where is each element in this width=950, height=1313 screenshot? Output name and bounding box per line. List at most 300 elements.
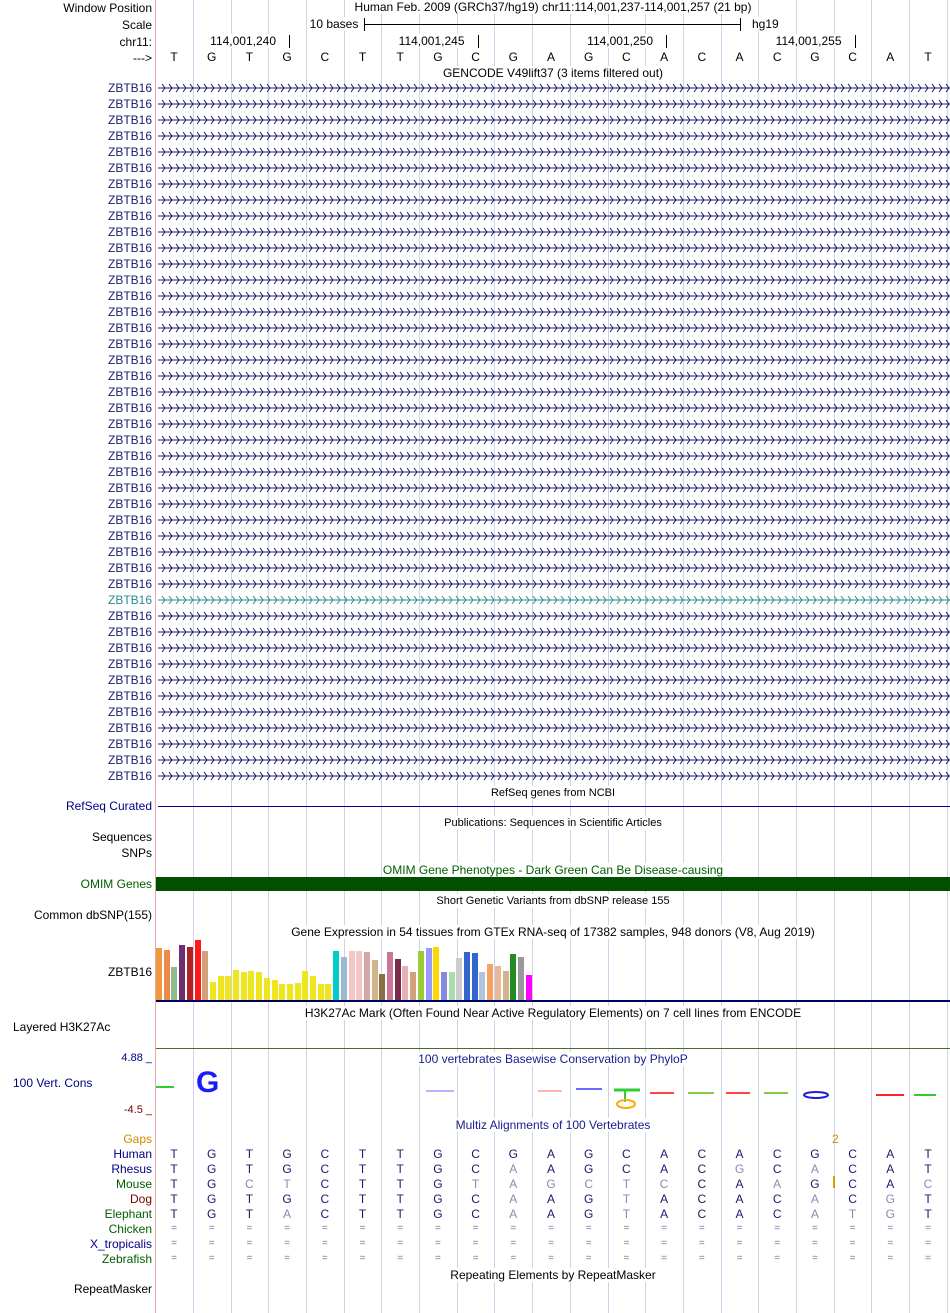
alignment-base: T — [622, 1207, 631, 1221]
gencode-track-title: GENCODE V49lift37 (3 items filtered out) — [442, 66, 664, 80]
publications-track-label[interactable]: Sequences — [91, 830, 152, 844]
h3k27ac-baseline — [156, 1048, 950, 1049]
gencode-gene-label[interactable]: ZBTB16 — [107, 401, 152, 415]
gtex-track-label[interactable]: ZBTB16 — [107, 965, 152, 979]
gencode-transcript[interactable] — [158, 531, 950, 541]
gencode-transcript[interactable] — [158, 339, 950, 349]
gtex-tissue-bar[interactable] — [295, 983, 301, 1000]
alignment-base: = — [548, 1253, 554, 1264]
alignment-base: = — [887, 1238, 894, 1249]
h3k27ac-track-label[interactable]: Layered H3K27Ac — [13, 1020, 111, 1034]
gencode-transcript[interactable] — [158, 435, 950, 445]
alignment-base: = — [736, 1223, 743, 1234]
omim-track-title: OMIM Gene Phenotypes - Dark Green Can Be Disease-causing — [382, 863, 724, 877]
reference-base: C — [848, 50, 857, 64]
gencode-transcript[interactable] — [158, 467, 950, 477]
gtex-tissue-bar[interactable] — [495, 966, 501, 1000]
alignment-base: G — [207, 1147, 217, 1161]
gencode-transcript[interactable] — [158, 739, 950, 749]
alignment-base: T — [396, 1177, 404, 1191]
gencode-transcript[interactable] — [158, 211, 950, 221]
gencode-transcript[interactable] — [158, 451, 950, 461]
reference-base: G — [282, 50, 292, 64]
reference-base: A — [660, 50, 669, 64]
gencode-gene-label[interactable]: ZBTB16 — [107, 737, 152, 751]
scale-text: 10 bases — [309, 17, 359, 31]
gtex-tissue-bar[interactable] — [310, 976, 316, 1000]
alignment-base: A — [810, 1207, 819, 1221]
repeatmasker-track-label[interactable]: RepeatMasker — [73, 1282, 152, 1296]
gtex-track-title: Gene Expression in 54 tissues from GTEx RNA-seq of 17382 samples, 948 donors (V8, Aug 2019) — [291, 925, 815, 939]
alignment-base: = — [284, 1223, 291, 1234]
gtex-tissue-bar[interactable] — [279, 984, 285, 1000]
dbsnp-track-title: Short Genetic Variants from dbSNP release 155 — [436, 895, 670, 907]
alignment-base: A — [509, 1207, 518, 1221]
coordinate-tick — [478, 35, 479, 48]
alignment-base: C — [659, 1177, 669, 1191]
gencode-transcript[interactable] — [158, 179, 950, 189]
alignment-base: = — [472, 1238, 479, 1249]
alignment-base: = — [698, 1223, 705, 1234]
alignment-base: = — [925, 1238, 931, 1249]
gencode-gene-label[interactable]: ZBTB16 — [107, 529, 152, 543]
alignment-base: = — [774, 1238, 781, 1249]
gtex-tissue-bar[interactable] — [518, 957, 524, 1000]
alignment-base: = — [548, 1238, 554, 1249]
gencode-gene-label[interactable]: ZBTB16 — [107, 769, 152, 783]
gencode-transcript[interactable] — [158, 483, 950, 493]
gencode-transcript[interactable] — [158, 675, 950, 685]
gtex-tissue-bar[interactable] — [503, 971, 509, 1000]
alignment-base: C — [848, 1192, 857, 1206]
phylop-track-label[interactable]: 100 Vert. Cons — [13, 1076, 93, 1090]
window-position-label: Window Position — [63, 1, 152, 15]
alignment-base: G — [810, 1177, 820, 1191]
species-label[interactable]: Chicken — [108, 1222, 152, 1236]
gencode-transcript[interactable] — [158, 227, 950, 237]
alignment-base: C — [772, 1192, 782, 1206]
alignment-base: T — [396, 1147, 404, 1161]
reference-base: G — [810, 50, 820, 64]
alignment-base: = — [585, 1238, 592, 1249]
alignment-base: A — [886, 1177, 895, 1191]
alignment-base: C — [471, 1147, 480, 1161]
alignment-base: T — [471, 1177, 480, 1191]
alignment-base: C — [320, 1192, 330, 1206]
gtex-tissue-bar[interactable] — [325, 984, 331, 1000]
gaps-label: Gaps — [123, 1132, 152, 1146]
gencode-gene-label[interactable]: ZBTB16 — [107, 161, 152, 175]
alignment-base: T — [924, 1192, 932, 1206]
gencode-gene-label[interactable]: ZBTB16 — [107, 753, 152, 767]
phylop-mark-c3 — [804, 1092, 828, 1098]
gtex-tissue-bar[interactable] — [264, 978, 270, 1000]
gencode-gene-label[interactable]: ZBTB16 — [107, 465, 152, 479]
gencode-transcript[interactable] — [158, 291, 950, 301]
gtex-tissue-bar[interactable] — [372, 960, 378, 1000]
repeatmasker-track-title: Repeating Elements by RepeatMasker — [450, 1268, 656, 1282]
gtex-tissue-bar[interactable] — [433, 947, 439, 1000]
gtex-tissue-bar[interactable] — [410, 972, 416, 1000]
alignment-base: G — [508, 1147, 518, 1161]
alignment-base: A — [546, 1162, 556, 1176]
gtex-tissue-bar[interactable] — [387, 952, 393, 1000]
phylop-min-label: -4.5 _ — [123, 1104, 152, 1116]
gencode-transcript[interactable] — [158, 99, 950, 109]
alignment-base: T — [170, 1177, 178, 1191]
alignment-base: T — [170, 1192, 178, 1206]
gencode-transcript[interactable] — [158, 243, 950, 253]
gencode-gene-label[interactable]: ZBTB16 — [107, 433, 152, 447]
alignment-base: = — [397, 1253, 404, 1264]
alignment-base: C — [848, 1147, 857, 1161]
gencode-transcript[interactable] — [158, 627, 950, 637]
reference-base: G — [508, 50, 518, 64]
gencode-gene-label[interactable]: ZBTB16 — [107, 305, 152, 319]
gencode-transcript[interactable] — [158, 115, 950, 125]
alignment-base: A — [660, 1192, 669, 1206]
reference-base: G — [584, 50, 594, 64]
alignment-base: C — [471, 1192, 480, 1206]
gtex-tissue-bar[interactable] — [171, 967, 177, 1000]
gtex-tissue-bar[interactable] — [248, 971, 254, 1000]
gtex-tissue-bar[interactable] — [418, 951, 424, 1000]
alignment-base: T — [245, 1192, 254, 1206]
alignment-base: = — [623, 1253, 630, 1264]
coordinate-tick — [289, 35, 290, 48]
alignment-base: T — [245, 1207, 254, 1221]
gtex-tissue-bar[interactable] — [487, 964, 493, 1000]
species-label[interactable]: Elephant — [104, 1207, 152, 1221]
gencode-gene-label[interactable]: ZBTB16 — [107, 209, 152, 223]
gencode-gene-label[interactable]: ZBTB16 — [107, 689, 152, 703]
gencode-gene-label[interactable]: ZBTB16 — [107, 177, 152, 191]
gencode-gene-label[interactable]: ZBTB16 — [107, 577, 152, 591]
alignment-base: T — [622, 1177, 631, 1191]
alignment-base: T — [848, 1207, 857, 1221]
gencode-transcript[interactable] — [158, 307, 950, 317]
alignment-base: A — [660, 1207, 669, 1221]
gap-marker — [833, 1176, 835, 1188]
alignment-base: A — [735, 1147, 744, 1161]
alignment-base: = — [246, 1253, 253, 1264]
species-label[interactable]: Mouse — [115, 1177, 152, 1191]
gtex-tissue-bar[interactable] — [456, 958, 462, 1000]
species-label[interactable]: Dog — [129, 1192, 152, 1206]
alignment-base: A — [886, 1162, 895, 1176]
gtex-tissue-bar[interactable] — [356, 951, 362, 1000]
gencode-transcript[interactable] — [158, 563, 950, 573]
gtex-tissue-bar[interactable] — [472, 953, 478, 1000]
alignment-base: G — [282, 1192, 292, 1206]
gencode-gene-label[interactable]: ZBTB16 — [107, 257, 152, 271]
gencode-gene-label[interactable]: ZBTB16 — [107, 417, 152, 431]
reference-base: G — [433, 50, 443, 64]
alignment-base: = — [774, 1253, 781, 1264]
gencode-gene-label[interactable]: ZBTB16 — [107, 593, 152, 607]
gencode-gene-label[interactable]: ZBTB16 — [107, 81, 152, 95]
gencode-transcript[interactable] — [158, 771, 950, 781]
alignment-base: A — [509, 1192, 518, 1206]
gencode-transcript[interactable] — [158, 547, 950, 557]
alignment-base: = — [510, 1253, 517, 1264]
alignment-base: G — [885, 1192, 895, 1206]
alignment-base: T — [396, 1207, 404, 1221]
refseq-gene-line[interactable] — [158, 806, 950, 807]
gencode-gene-label[interactable]: ZBTB16 — [107, 289, 152, 303]
gencode-gene-label[interactable]: ZBTB16 — [107, 97, 152, 111]
gencode-gene-label[interactable]: ZBTB16 — [107, 129, 152, 143]
gencode-transcript[interactable] — [158, 387, 950, 397]
alignment-base: = — [510, 1223, 517, 1234]
alignment-base: T — [396, 1162, 404, 1176]
alignment-base: A — [660, 1162, 669, 1176]
alignment-base: C — [245, 1177, 254, 1191]
gencode-transcript[interactable] — [158, 499, 950, 509]
gencode-gene-label[interactable]: ZBTB16 — [107, 449, 152, 463]
alignment-base: = — [472, 1223, 479, 1234]
gtex-tissue-bar[interactable] — [333, 951, 339, 1000]
gtex-tissue-bar[interactable] — [256, 972, 262, 1000]
refseq-track-label[interactable]: RefSeq Curated — [65, 799, 152, 813]
alignment-base: G — [282, 1162, 292, 1176]
gtex-tissue-bar[interactable] — [179, 945, 185, 1000]
alignment-base: C — [584, 1177, 594, 1191]
track-data-area[interactable] — [156, 0, 950, 1313]
gencode-gene-label[interactable]: ZBTB16 — [107, 385, 152, 399]
phylop-logo-plot[interactable] — [156, 1066, 950, 1112]
chrom-label: chr11: — [119, 35, 152, 49]
gtex-tissue-bar[interactable] — [202, 951, 208, 1000]
alignment-base: T — [358, 1192, 367, 1206]
alignment-base: C — [697, 1192, 707, 1206]
gtex-tissue-bar[interactable] — [510, 954, 516, 1000]
gencode-transcript[interactable] — [158, 403, 950, 413]
alignment-base: C — [471, 1162, 480, 1176]
alignment-base: = — [284, 1253, 291, 1264]
alignment-base: T — [358, 1162, 367, 1176]
gtex-tissue-bar[interactable] — [379, 974, 385, 1000]
alignment-base: T — [396, 1192, 404, 1206]
alignment-base: A — [546, 1147, 556, 1161]
gencode-transcript[interactable] — [158, 275, 950, 285]
alignment-base: = — [811, 1223, 818, 1234]
alignment-base: C — [772, 1207, 782, 1221]
gtex-tissue-bar[interactable] — [426, 948, 432, 1000]
alignment-base: = — [774, 1223, 781, 1234]
gencode-gene-label[interactable]: ZBTB16 — [107, 545, 152, 559]
gencode-gene-label[interactable]: ZBTB16 — [107, 481, 152, 495]
gtex-tissue-bar[interactable] — [526, 975, 532, 1000]
assembly-position-title: Human Feb. 2009 (GRCh37/hg19) chr11:114,001,237-114,001,257 (21 bp) — [354, 0, 752, 14]
species-label[interactable]: Rhesus — [111, 1162, 152, 1176]
species-label[interactable]: Human — [113, 1147, 152, 1161]
alignment-base: C — [697, 1177, 707, 1191]
alignment-base: = — [246, 1238, 253, 1249]
gencode-transcript[interactable] — [158, 595, 950, 605]
alignment-base: C — [320, 1207, 330, 1221]
alignment-base: = — [434, 1223, 441, 1234]
snps-track-label[interactable]: SNPs — [121, 846, 152, 860]
gencode-transcript[interactable] — [158, 691, 950, 701]
alignment-base: T — [283, 1177, 291, 1191]
alignment-base: = — [284, 1238, 291, 1249]
alignment-base: = — [849, 1223, 856, 1234]
gencode-transcript[interactable] — [158, 611, 950, 621]
gtex-tissue-bar[interactable] — [449, 972, 455, 1000]
gencode-gene-label[interactable]: ZBTB16 — [107, 657, 152, 671]
gencode-transcript[interactable] — [158, 131, 950, 141]
gtex-tissue-bar[interactable] — [302, 971, 308, 1000]
gencode-gene-label[interactable]: ZBTB16 — [107, 369, 152, 383]
scale-db-label: hg19 — [752, 17, 779, 31]
alignment-base: T — [245, 1147, 254, 1161]
reference-base: G — [207, 50, 217, 64]
alignment-base: = — [698, 1238, 705, 1249]
alignment-base: G — [734, 1162, 745, 1176]
alignment-base: = — [623, 1223, 630, 1234]
gtex-tissue-bar[interactable] — [272, 980, 278, 1000]
gtex-tissue-bar[interactable] — [479, 972, 485, 1000]
gencode-gene-label[interactable]: ZBTB16 — [107, 321, 152, 335]
gtex-tissue-bar[interactable] — [341, 957, 347, 1000]
multiz-track-title: Multiz Alignments of 100 Vertebrates — [455, 1118, 651, 1132]
alignment-base: = — [208, 1253, 215, 1264]
gtex-tissue-bar[interactable] — [464, 952, 470, 1000]
gencode-gene-label[interactable]: ZBTB16 — [107, 721, 152, 735]
gtex-tissue-bar[interactable] — [395, 959, 401, 1000]
alignment-base: = — [811, 1238, 818, 1249]
alignment-base: G — [282, 1147, 292, 1161]
alignment-base: = — [925, 1223, 931, 1234]
gtex-tissue-bar[interactable] — [218, 976, 224, 1000]
gtex-tissue-bar[interactable] — [364, 952, 370, 1000]
gencode-gene-label[interactable]: ZBTB16 — [107, 225, 152, 239]
gencode-transcript[interactable] — [158, 259, 950, 269]
alignment-base: = — [623, 1238, 630, 1249]
gencode-gene-label[interactable]: ZBTB16 — [107, 609, 152, 623]
gtex-tissue-bar[interactable] — [225, 976, 231, 1000]
gencode-gene-label[interactable]: ZBTB16 — [107, 561, 152, 575]
gtex-tissue-bar[interactable] — [210, 982, 216, 1000]
gencode-transcript[interactable] — [158, 659, 950, 669]
alignment-base: C — [848, 1177, 857, 1191]
reference-base: A — [546, 50, 556, 64]
reference-base: T — [924, 50, 932, 64]
gtex-tissue-bar[interactable] — [241, 972, 247, 1000]
gencode-gene-label[interactable]: ZBTB16 — [107, 705, 152, 719]
reference-base: A — [886, 50, 895, 64]
track-label-column — [0, 0, 155, 1313]
gtex-tissue-bar[interactable] — [187, 947, 193, 1000]
omim-track-label[interactable]: OMIM Genes — [80, 877, 152, 891]
alignment-base: C — [697, 1207, 707, 1221]
alignment-base: = — [925, 1253, 931, 1264]
gencode-transcript[interactable] — [158, 147, 950, 157]
alignment-base: A — [660, 1147, 669, 1161]
coordinate-label: 114,001,240 — [210, 34, 277, 48]
gtex-tissue-bar[interactable] — [349, 951, 355, 1000]
gencode-transcript[interactable] — [158, 579, 950, 589]
gencode-gene-label[interactable]: ZBTB16 — [107, 673, 152, 687]
alignment-base: C — [923, 1177, 933, 1191]
gencode-transcript[interactable] — [158, 707, 950, 717]
gencode-gene-label[interactable]: ZBTB16 — [107, 241, 152, 255]
gencode-gene-label[interactable]: ZBTB16 — [107, 353, 152, 367]
gencode-transcript[interactable] — [158, 643, 950, 653]
gencode-transcript[interactable] — [158, 371, 950, 381]
gtex-tissue-bar[interactable] — [287, 984, 293, 1000]
scale-bar-right-end — [740, 18, 741, 31]
alignment-base: = — [321, 1223, 328, 1234]
gencode-transcript[interactable] — [158, 323, 950, 333]
gencode-transcript[interactable] — [158, 195, 950, 205]
species-label[interactable]: X_tropicalis — [89, 1237, 152, 1251]
gencode-transcript[interactable] — [158, 755, 950, 765]
gencode-transcript[interactable] — [158, 83, 950, 93]
gtex-tissue-bar[interactable] — [441, 972, 447, 1000]
gencode-gene-label[interactable]: ZBTB16 — [107, 113, 152, 127]
alignment-base: A — [546, 1207, 556, 1221]
alignment-base: G — [433, 1147, 443, 1161]
gap-count: 2 — [832, 1132, 839, 1146]
gencode-gene-label[interactable]: ZBTB16 — [107, 513, 152, 527]
gtex-tissue-bar[interactable] — [156, 948, 162, 1000]
gencode-transcript[interactable] — [158, 419, 950, 429]
alignment-base: C — [471, 1207, 480, 1221]
gencode-gene-label[interactable]: ZBTB16 — [107, 625, 152, 639]
alignment-base: = — [434, 1253, 441, 1264]
gtex-tissue-bar[interactable] — [195, 940, 201, 1000]
gencode-transcript[interactable] — [158, 163, 950, 173]
gtex-tissue-bar[interactable] — [233, 970, 239, 1000]
gencode-gene-label[interactable]: ZBTB16 — [107, 145, 152, 159]
omim-gene-bar[interactable] — [156, 877, 950, 891]
alignment-base: = — [736, 1253, 743, 1264]
gtex-tissue-bar[interactable] — [318, 984, 324, 1000]
gencode-gene-label[interactable]: ZBTB16 — [107, 497, 152, 511]
coordinate-tick — [666, 35, 667, 48]
species-label[interactable]: Zebrafish — [101, 1252, 152, 1266]
reference-base: A — [735, 50, 744, 64]
alignment-base: = — [661, 1238, 668, 1249]
alignment-base: C — [697, 1147, 707, 1161]
alignment-base: = — [321, 1253, 328, 1264]
reference-base: C — [320, 50, 330, 64]
alignment-base: C — [320, 1162, 330, 1176]
alignment-base: A — [886, 1147, 895, 1161]
gtex-tissue-bar[interactable] — [164, 950, 170, 1000]
alignment-base: G — [584, 1192, 594, 1206]
gencode-gene-label[interactable]: ZBTB16 — [107, 193, 152, 207]
gencode-transcript[interactable] — [158, 515, 950, 525]
alignment-base: T — [358, 1207, 367, 1221]
alignment-base: T — [924, 1162, 932, 1176]
gencode-gene-label[interactable]: ZBTB16 — [107, 337, 152, 351]
alignment-base: A — [735, 1207, 744, 1221]
alignment-base: = — [359, 1238, 366, 1249]
alignment-base: G — [207, 1162, 217, 1176]
gtex-tissue-bar[interactable] — [402, 966, 408, 1000]
alignment-base: C — [622, 1147, 631, 1161]
alignment-base: C — [320, 1147, 330, 1161]
gencode-transcript[interactable] — [158, 355, 950, 365]
gencode-gene-label[interactable]: ZBTB16 — [107, 273, 152, 287]
alignment-base: C — [320, 1177, 330, 1191]
dbsnp-track-label[interactable]: Common dbSNP(155) — [33, 908, 152, 922]
gencode-transcript[interactable] — [158, 723, 950, 733]
gencode-gene-label[interactable]: ZBTB16 — [107, 641, 152, 655]
